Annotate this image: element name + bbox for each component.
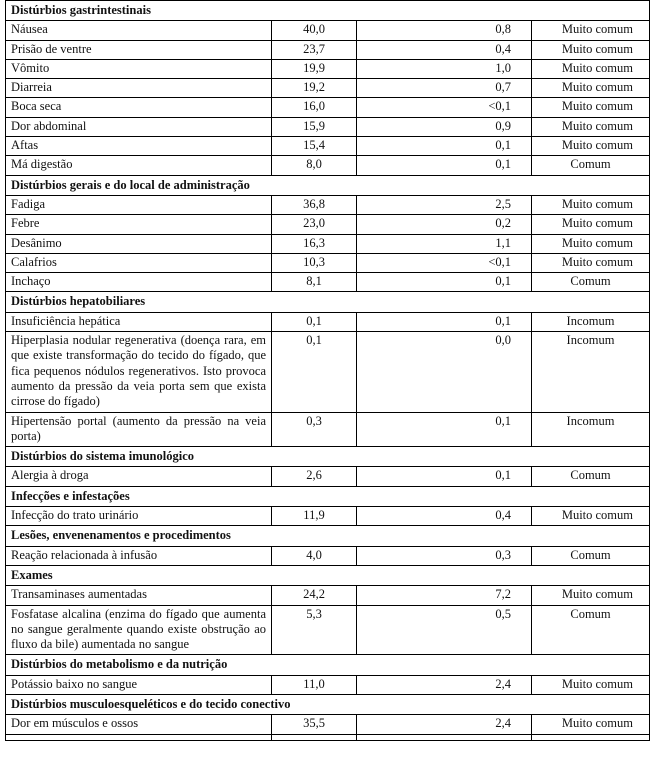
- value-2-cell: 0,1: [357, 412, 532, 447]
- effect-cell: Desânimo: [6, 234, 272, 253]
- frequency-cell: Comum: [532, 273, 650, 292]
- frequency-cell: Muito comum: [532, 117, 650, 136]
- value-1-cell: 0,1: [272, 312, 357, 331]
- frequency-cell: Incomum: [532, 412, 650, 447]
- value-2-cell: 0,3: [357, 546, 532, 565]
- value-1-cell: 4,0: [272, 546, 357, 565]
- section-title: Lesões, envenenamentos e procedimentos: [6, 526, 650, 546]
- value-2-cell: <0,1: [357, 98, 532, 117]
- section-header-row: [6, 1, 650, 21]
- value-2-cell: 0,7: [357, 79, 532, 98]
- value-2-cell: 0,5: [357, 605, 532, 655]
- section-title: Distúrbios hepatobiliares: [6, 292, 650, 312]
- frequency-cell: Muito comum: [532, 507, 650, 526]
- table-row: [6, 715, 650, 734]
- effect-cell: Transaminases aumentadas: [6, 586, 272, 605]
- table-row: [6, 117, 650, 136]
- value-1-cell: 35,5: [272, 715, 357, 734]
- effect-cell: Infecção do trato urinário: [6, 507, 272, 526]
- table-row: [6, 332, 650, 412]
- empty-cell: [357, 734, 532, 740]
- table-row-continuation: [6, 734, 650, 740]
- table-row: [6, 215, 650, 234]
- value-1-cell: 19,2: [272, 79, 357, 98]
- value-2-cell: 0,2: [357, 215, 532, 234]
- section-title: Exames: [6, 565, 650, 585]
- table-row: [6, 586, 650, 605]
- effect-cell: Dor em músculos e ossos: [6, 715, 272, 734]
- table-row: [6, 273, 650, 292]
- effect-cell: Boca seca: [6, 98, 272, 117]
- frequency-cell: Muito comum: [532, 586, 650, 605]
- table-row: [6, 137, 650, 156]
- value-2-cell: 2,4: [357, 675, 532, 694]
- section-title: Distúrbios musculoesqueléticos e do tecido conectivo: [6, 694, 650, 714]
- value-2-cell: 1,1: [357, 234, 532, 253]
- value-1-cell: 11,9: [272, 507, 357, 526]
- table-row: [6, 21, 650, 40]
- value-2-cell: 0,1: [357, 312, 532, 331]
- value-1-cell: 16,0: [272, 98, 357, 117]
- value-2-cell: 0,0: [357, 332, 532, 412]
- value-2-cell: 7,2: [357, 586, 532, 605]
- value-2-cell: <0,1: [357, 253, 532, 272]
- frequency-cell: Incomum: [532, 312, 650, 331]
- effect-cell: Diarreia: [6, 79, 272, 98]
- table-row: [6, 412, 650, 447]
- frequency-cell: Muito comum: [532, 59, 650, 78]
- value-1-cell: 36,8: [272, 195, 357, 214]
- section-header-row: [6, 526, 650, 546]
- effect-cell: Potássio baixo no sangue: [6, 675, 272, 694]
- value-1-cell: 15,4: [272, 137, 357, 156]
- section-title: Infecções e infestações: [6, 486, 650, 506]
- value-1-cell: 8,1: [272, 273, 357, 292]
- frequency-cell: Muito comum: [532, 253, 650, 272]
- value-2-cell: 0,4: [357, 507, 532, 526]
- effect-cell: Insuficiência hepática: [6, 312, 272, 331]
- table-row: [6, 546, 650, 565]
- value-1-cell: 11,0: [272, 675, 357, 694]
- adverse-events-table: [5, 0, 650, 741]
- frequency-cell: Muito comum: [532, 215, 650, 234]
- table-row: [6, 312, 650, 331]
- effect-cell: Inchaço: [6, 273, 272, 292]
- section-header-row: [6, 175, 650, 195]
- value-2-cell: 0,9: [357, 117, 532, 136]
- value-1-cell: 23,0: [272, 215, 357, 234]
- value-1-cell: 2,6: [272, 467, 357, 486]
- effect-cell: Prisão de ventre: [6, 40, 272, 59]
- effect-cell: Hipertensão portal (aumento da pressão na veia porta): [6, 412, 272, 447]
- frequency-cell: Comum: [532, 546, 650, 565]
- section-header-row: [6, 292, 650, 312]
- value-1-cell: 24,2: [272, 586, 357, 605]
- table-body: [6, 1, 650, 741]
- frequency-cell: Muito comum: [532, 21, 650, 40]
- value-1-cell: 15,9: [272, 117, 357, 136]
- frequency-cell: Muito comum: [532, 98, 650, 117]
- value-1-cell: 40,0: [272, 21, 357, 40]
- table-row: [6, 605, 650, 655]
- frequency-cell: Muito comum: [532, 234, 650, 253]
- value-1-cell: 8,0: [272, 156, 357, 175]
- value-2-cell: 1,0: [357, 59, 532, 78]
- table-row: [6, 234, 650, 253]
- table-row: [6, 253, 650, 272]
- effect-cell: Fadiga: [6, 195, 272, 214]
- frequency-cell: Muito comum: [532, 715, 650, 734]
- frequency-cell: Comum: [532, 605, 650, 655]
- value-1-cell: 16,3: [272, 234, 357, 253]
- value-2-cell: 0,1: [357, 467, 532, 486]
- section-title: Distúrbios gastrintestinais: [6, 1, 650, 21]
- effect-cell: Alergia à droga: [6, 467, 272, 486]
- effect-cell: Fosfatase alcalina (enzima do fígado que aumenta no sangue geralmente quando existe obstrução ao fluxo da bile) aumentada no sangue: [6, 605, 272, 655]
- table-row: [6, 675, 650, 694]
- value-1-cell: 19,9: [272, 59, 357, 78]
- table-row: [6, 59, 650, 78]
- effect-cell: Febre: [6, 215, 272, 234]
- value-2-cell: 0,1: [357, 156, 532, 175]
- table-row: [6, 156, 650, 175]
- section-header-row: [6, 447, 650, 467]
- value-2-cell: 0,1: [357, 273, 532, 292]
- value-1-cell: 10,3: [272, 253, 357, 272]
- table-row: [6, 98, 650, 117]
- empty-cell: [272, 734, 357, 740]
- frequency-cell: Comum: [532, 467, 650, 486]
- table-row: [6, 79, 650, 98]
- table-row: [6, 195, 650, 214]
- frequency-cell: Muito comum: [532, 195, 650, 214]
- section-header-row: [6, 565, 650, 585]
- value-2-cell: 2,4: [357, 715, 532, 734]
- section-header-row: [6, 486, 650, 506]
- frequency-cell: Muito comum: [532, 40, 650, 59]
- empty-cell: [532, 734, 650, 740]
- frequency-cell: Muito comum: [532, 675, 650, 694]
- frequency-cell: Muito comum: [532, 137, 650, 156]
- section-header-row: [6, 694, 650, 714]
- effect-cell: Calafrios: [6, 253, 272, 272]
- section-header-row: [6, 655, 650, 675]
- value-2-cell: 0,1: [357, 137, 532, 156]
- value-2-cell: 0,4: [357, 40, 532, 59]
- table-row: [6, 40, 650, 59]
- value-2-cell: 0,8: [357, 21, 532, 40]
- section-title: Distúrbios gerais e do local de administração: [6, 175, 650, 195]
- effect-cell: Náusea: [6, 21, 272, 40]
- effect-cell: Hiperplasia nodular regenerativa (doença rara, em que existe transformação do tecido do fígado, que fica pequenos nódulos regenerativos. Isto provoca aumento da pressão da veia porta sem que exista cirrose do fígado): [6, 332, 272, 412]
- section-title: Distúrbios do sistema imunológico: [6, 447, 650, 467]
- effect-cell: Má digestão: [6, 156, 272, 175]
- frequency-cell: Comum: [532, 156, 650, 175]
- table-row: [6, 467, 650, 486]
- value-1-cell: 0,1: [272, 332, 357, 412]
- frequency-cell: Incomum: [532, 332, 650, 412]
- effect-cell: Vômito: [6, 59, 272, 78]
- section-title: Distúrbios do metabolismo e da nutrição: [6, 655, 650, 675]
- effect-cell: Dor abdominal: [6, 117, 272, 136]
- effect-cell: Reação relacionada à infusão: [6, 546, 272, 565]
- value-2-cell: 2,5: [357, 195, 532, 214]
- empty-cell: [6, 734, 272, 740]
- frequency-cell: Muito comum: [532, 79, 650, 98]
- value-1-cell: 5,3: [272, 605, 357, 655]
- value-1-cell: 0,3: [272, 412, 357, 447]
- table-row: [6, 507, 650, 526]
- effect-cell: Aftas: [6, 137, 272, 156]
- value-1-cell: 23,7: [272, 40, 357, 59]
